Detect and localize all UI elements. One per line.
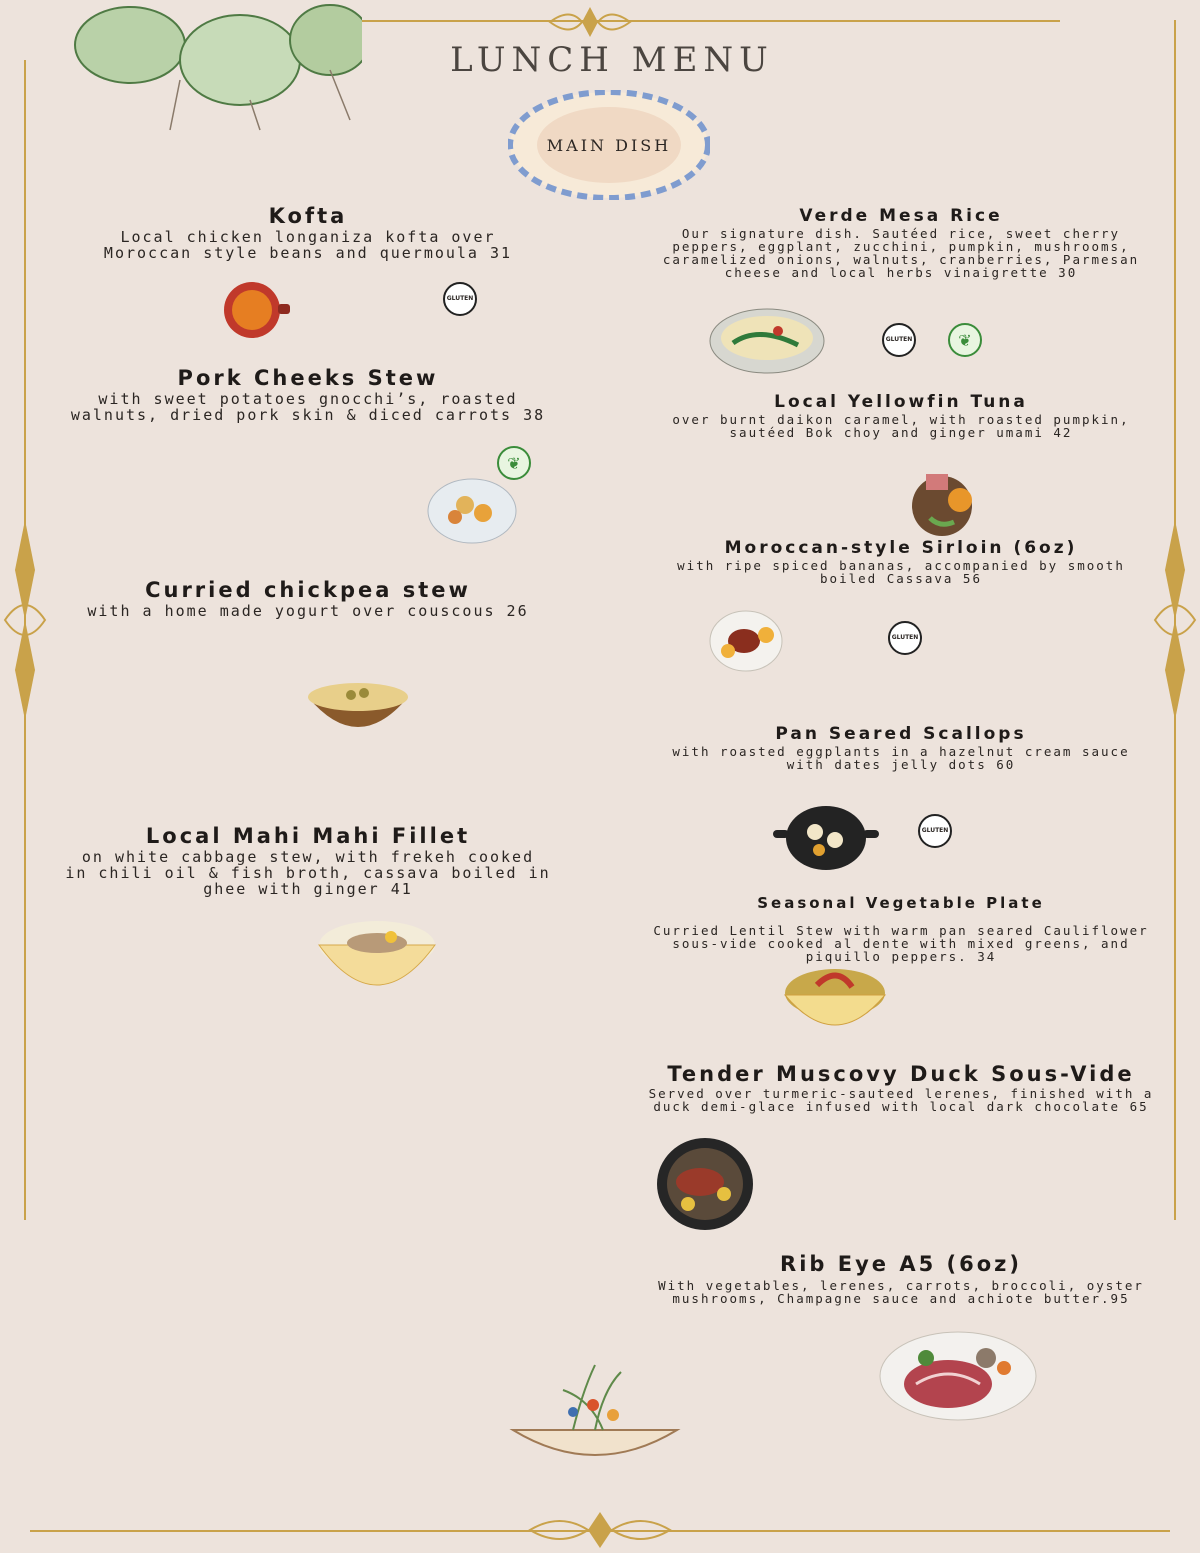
dish-desc-muscovy-duck: Served over turmeric-sauteed lerenes, finished with a duck demi-glace infused with local dark chocolate 65	[648, 1086, 1154, 1115]
dish-name-mahi-mahi: Local Mahi Mahi Fillet	[145, 824, 471, 848]
menu-title: LUNCH MENU	[450, 40, 774, 80]
gluten-free-icon: GLUTEN	[882, 323, 916, 357]
section-label: MAIN DISH	[546, 136, 672, 155]
verde-mesa-rice-image	[708, 305, 826, 377]
chickpea-bowl-image	[306, 677, 410, 737]
bottom-ornament	[520, 1510, 680, 1550]
yellowfin-tuna-image	[910, 468, 978, 540]
rib-eye-plate-image	[876, 1328, 1040, 1422]
sirloin-dish-image	[708, 605, 784, 675]
gluten-free-icon: GLUTEN	[443, 282, 477, 316]
gluten-free-icon: GLUTEN	[918, 814, 952, 848]
vegetable-plate-image	[782, 965, 888, 1039]
dish-name-sirloin: Moroccan-style Sirloin (6oz)	[724, 538, 1078, 558]
dish-name-pork-cheeks: Pork Cheeks Stew	[177, 366, 439, 390]
leaf-icon: ❦	[497, 446, 531, 480]
dish-desc-mahi-mahi: on white cabbage stew, with frekeh cooked in chili oil & fish broth, cassava boiled in ghee with ginger 41	[65, 848, 551, 898]
leaf-icon: ❦	[948, 323, 982, 357]
dish-desc-vegetable-plate: Curried Lentil Stew with warm pan seared Cauliflower sous-vide cooked al dente with mixed greens, and piquillo peppers. 34	[653, 923, 1149, 965]
top-ornament	[540, 2, 640, 42]
muscovy-duck-pan-image	[650, 1132, 760, 1234]
dish-name-vegetable-plate: Seasonal Vegetable Plate	[757, 894, 1045, 912]
dish-name-rib-eye: Rib Eye A5 (6oz)	[780, 1252, 1022, 1276]
pork-cheeks-dish-image	[425, 475, 520, 545]
dish-desc-curried-chickpea: with a home made yogurt over couscous 26	[87, 602, 529, 620]
gluten-free-icon: GLUTEN	[888, 621, 922, 655]
dish-name-curried-chickpea: Curried chickpea stew	[145, 578, 471, 602]
dish-name-kofta: Kofta	[268, 204, 348, 228]
left-ornament	[0, 520, 50, 720]
flower-bowl-illustration	[503, 1360, 687, 1470]
dish-name-scallops: Pan Seared Scallops	[775, 724, 1027, 744]
dish-name-muscovy-duck: Tender Muscovy Duck Sous-Vide	[667, 1062, 1135, 1086]
dish-desc-sirloin: with ripe spiced bananas, accompanied by smooth boiled Cassava 56	[677, 558, 1125, 587]
dish-desc-verde-mesa-rice: Our signature dish. Sautéed rice, sweet cherry peppers, eggplant, zucchini, pumpkin, mushrooms, caramelized onions, walnuts, cranberries, Parmesan cheese and local herbs vinaigrette 30	[662, 226, 1140, 281]
kofta-dish-image	[220, 280, 292, 340]
frame-top-border	[330, 20, 1060, 22]
dish-desc-pork-cheeks: with sweet potatoes gnocchi’s, roasted walnuts, dried pork skin & diced carrots 38	[70, 390, 546, 424]
dish-desc-kofta: Local chicken longaniza kofta over Moroccan style beans and quermoula 31	[103, 228, 513, 262]
scallops-pan-image	[773, 800, 879, 872]
dish-name-verde-mesa-rice: Verde Mesa Rice	[799, 206, 1003, 226]
dish-name-yellowfin-tuna: Local Yellowfin Tuna	[774, 392, 1028, 412]
dish-desc-yellowfin-tuna: over burnt daikon caramel, with roasted pumpkin, sautéed Bok choy and ginger umami 42	[672, 412, 1130, 441]
mahi-mahi-bowl-image	[316, 915, 438, 1001]
dish-desc-scallops: with roasted eggplants in a hazelnut cream sauce with dates jelly dots 60	[672, 744, 1130, 773]
dish-desc-rib-eye: With vegetables, lerenes, carrots, broccoli, oyster mushrooms, Champagne sauce and achiote butter.95	[658, 1278, 1144, 1307]
